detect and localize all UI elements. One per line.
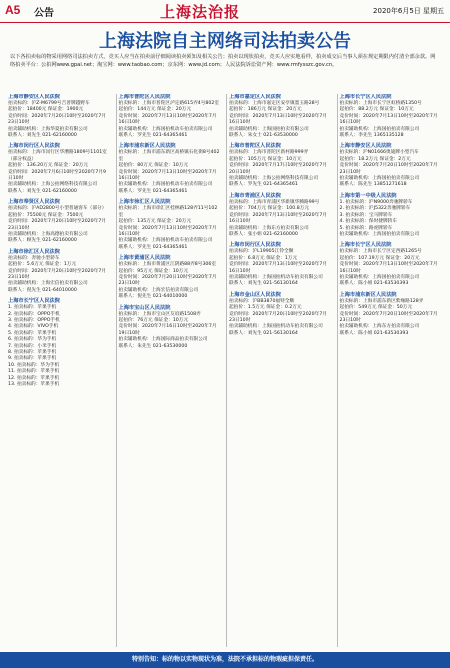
notice-line: 起拍价：88.2万元 保证金：10万元 — [339, 107, 414, 113]
auction-notice — [340, 292, 443, 337]
notice-line: 1. 拍卖标的：苹果手机 — [8, 305, 57, 311]
notice-line: 拍卖标的：沪BB3870福特全顺 — [229, 298, 295, 304]
auction-notice — [229, 292, 332, 337]
notice-line: 拍卖辅助机构：上海国拍拍卖有限公司 — [339, 126, 420, 132]
notice-line: 拍卖标的：奔驰小型轿车 — [8, 255, 60, 261]
footer-notice: 特别告知：标的物以实物现状为准，法院不承担标的物瑕疵担保责任。 — [0, 652, 450, 668]
notice-line: 拍卖辅助机构：上海国际商品拍卖有限公司 — [118, 337, 208, 343]
intro-paragraph: 以下各拍卖标的物采用网络司法拍卖方式，竞买人应当在拍卖前仔细阅读拍卖须知及相关公告；拍卖以现状拍卖，竞买人应实地看样，拍卖成交后当事人须在规定期限内付清全部余款。网络拍卖平台：公拍网www.gpai.net；淘宝网：www.taobao.com；京东网：www.jd.com；人民法院诉讼资产网：www.rmfysszc.gov.cn。 — [10, 54, 436, 68]
notice-line: 竞价时间：2020年7月20日10时至2020年7月23日10时 — [8, 219, 107, 231]
notice-line: 联系人：陈先生 13851271618 — [339, 182, 407, 188]
notice-line: 拍卖标的：沪N01666奥迪牌小型汽车 — [339, 150, 419, 156]
notice-line: 起拍价：5.6万元 保证金：1万元 — [8, 262, 77, 268]
auction-notice — [340, 193, 443, 238]
notice-line: 拍卖标的：沪AD2800号小型普通客车（部分） — [8, 206, 107, 212]
notice-line: 2. 拍卖标的：OPPO手机 — [8, 311, 60, 317]
notice-line: 起拍价：136.20万元 保证金：20万元 — [8, 163, 89, 169]
notice-line: 竞价时间：2020年7月13日10时至2020年7月16日10时 — [118, 113, 217, 126]
notice-line: 联系人：刘先生 021-62160000 — [8, 133, 77, 139]
auction-notice — [8, 298, 111, 388]
notice-line: 拍卖标的：沪L19905江铃全顺 — [229, 249, 294, 255]
notice-line: 联系人：朱先生 021-63530000 — [118, 343, 188, 349]
court-name: 上海市嘉定区人民法院 — [229, 94, 281, 100]
court-name: 上海市徐汇区人民法院 — [118, 199, 171, 206]
notice-line: 竞价时间：2020年7月13日10时至2020年7月16日10时 — [229, 212, 328, 225]
notice-line: 拍卖标的：上海市长宁区定西路1265号 — [339, 249, 422, 255]
notice-line: 起拍价：135万元 保证金：20万元 — [118, 219, 192, 225]
notice-line: 拍卖辅助机构：上海东方拍卖有限公司 — [229, 225, 309, 231]
announcement-column — [337, 94, 445, 647]
court-name: 上海市青浦区人民法院 — [229, 192, 281, 199]
notice-line: 竞价时间：2020年7月13日10时至2020年7月16日10时 — [118, 225, 217, 237]
notice-line: 9. 拍卖标的：苹果手机 — [8, 356, 57, 362]
notice-line: 联系人：倪先生 021-64010000 — [8, 287, 77, 293]
court-name: 上海市第一中级人民法院 — [339, 192, 397, 199]
notice-line: 竞价时间：2020年7月13日10时至2020年7月16日10时 — [118, 169, 217, 182]
court-name: 上海市长宁区人民法院 — [8, 298, 60, 305]
notice-line: 起拍价：144万元 保证金：20万元 — [118, 107, 192, 113]
auction-notice — [8, 249, 111, 294]
court-name: 上海市长宁区人民法院 — [339, 242, 392, 249]
auction-notice — [340, 143, 443, 188]
notice-line: 拍卖辅助机构：上海国拍拍卖有限公司 — [339, 176, 420, 182]
notice-line: 起拍价：80万元 保证金：10万元 — [118, 163, 189, 169]
notice-line: 起拍价：18400元 保证金：1900元 — [8, 107, 84, 113]
court-name: 上海市浦东新区人民法院 — [118, 143, 176, 150]
notice-line: 拍卖标的：上海市长宁区虹桥路1350号 — [339, 101, 422, 106]
notice-line: 拍卖辅助机构：上海国拍拍卖有限公司 — [339, 231, 420, 237]
notice-line: 拍卖辅助机构：上海国拍拍卖有限公司 — [229, 126, 309, 132]
notice-line: 11. 拍卖标的：苹果手机 — [8, 369, 60, 375]
notice-line: 竞价时间：2020年7月17日10时至2020年7月20日10时 — [229, 163, 328, 175]
notice-line: 3. 拍卖标的：宝马牌轿车 — [339, 212, 393, 218]
notice-line: 竞价时间：2020年7月13日10时至2020年7月16日10时 — [339, 113, 438, 126]
notice-line: 拍卖标的：上海市宝山区友谊路1508弄 — [118, 311, 201, 317]
notice-line: 拍卖辅助机构：上海国拍拍卖有限公司 — [339, 274, 420, 280]
notice-line: 起拍价：105万元 保证金：10万元 — [229, 156, 302, 162]
auction-notice — [8, 143, 111, 195]
auction-notice — [119, 305, 222, 350]
notice-line: 起拍价：6.8万元 保证金：1万元 — [229, 255, 298, 261]
notice-line: 2. 拍卖标的：沪J5322奔驰牌轿车 — [339, 206, 411, 212]
notice-line: 拍卖辅助机构：上海国拍机动车拍卖有限公司 — [229, 274, 323, 280]
court-name: 上海市闵行区人民法院 — [229, 242, 281, 249]
court-name: 上海市徐汇区人民法院 — [8, 248, 60, 255]
auction-notice — [340, 242, 443, 287]
notice-line: 5. 拍卖标的：苹果手机 — [8, 330, 57, 336]
notice-line: 13. 拍卖标的：苹果手机 — [8, 382, 60, 388]
notice-line: 10. 拍卖标的：华为手机 — [8, 362, 60, 368]
court-name: 上海市静安区人民法院 — [339, 143, 392, 150]
notice-line: 拍卖标的：沪Z-M6799号吉普牌越野车 — [8, 101, 90, 106]
notice-line: 拍卖辅助机构：上海国拍机动车拍卖有限公司 — [118, 238, 213, 244]
notice-line: 3. 拍卖标的：OPPO手机 — [8, 317, 60, 323]
court-name: 上海市宝山区人民法院 — [118, 304, 171, 311]
notice-line: 竞价时间：2020年7月20日10时至2020年7月23日10时 — [229, 311, 328, 323]
notice-line: 联系人：罗先生 021-64365461 — [229, 182, 298, 188]
court-name: 上海市普陀区人民法院 — [118, 94, 171, 100]
notice-line: 7. 拍卖标的：小米手机 — [8, 343, 57, 349]
auction-notice — [229, 143, 332, 188]
notice-line: 竞价时间：2020年7月13日10时至2020年7月16日10时 — [229, 262, 328, 274]
announcement-column — [116, 94, 224, 647]
notice-line: 12. 拍卖标的：苹果手机 — [8, 375, 60, 381]
court-name: 上海市长宁区人民法院 — [339, 94, 392, 100]
notice-line: 起拍价：18.2万元 保证金：2万元 — [339, 156, 411, 162]
top-bar — [0, 0, 450, 23]
auction-notice — [229, 193, 332, 238]
notice-line: 6. 拍卖标的：华为手机 — [8, 337, 57, 343]
notice-line: 拍卖辅助机构：上海公拍网络科技有限公司 — [8, 182, 98, 188]
page-headline: 上海法院自主网络司法拍卖公告 — [99, 31, 351, 52]
notice-line: 竞价时间：2020年7月16日10时至2020年7月19日10时 — [118, 324, 217, 336]
notice-line: 起拍价：549万元 保证金：50万元 — [339, 305, 413, 311]
notice-line: 拍卖标的：上海市青浦区华新镇华腾路99号 — [229, 199, 320, 205]
notice-line: 1. 拍卖标的：沪N9000奔驰牌轿车 — [339, 199, 413, 205]
notice-line: 拍卖标的：上海市普陀区泸定路615弄4号802室 — [118, 101, 220, 106]
notice-line: 竞价时间：2020年7月6日10时至2020年7月9日10时 — [8, 169, 107, 182]
notice-line: 竞价时间：2020年7月20日10时至2020年7月23日10时 — [339, 311, 438, 323]
notice-line: 起拍价：76万元 保证金：10万元 — [118, 317, 189, 323]
court-name: 上海市黄浦区人民法院 — [118, 255, 171, 262]
notice-line: 联系人：朱女士 021-63530000 — [229, 133, 298, 139]
notice-line: 联系人：罗先生 021-64365461 — [118, 244, 188, 250]
auction-notice — [8, 199, 111, 244]
notice-line: 竞价时间：2020年7月20日10时至2020年7月23日10时 — [8, 113, 107, 126]
notice-line: 拍卖辅助机构：上海华夏拍卖有限公司 — [8, 126, 88, 132]
masthead: 上海法治报 — [160, 3, 241, 21]
notice-line: 拍卖标的：上海市浦东新区紫缘路128弄 — [339, 298, 424, 304]
notice-line: 联系人：倪先生 021-64010000 — [118, 294, 188, 300]
notice-line: 拍卖标的：上海市徐汇区桂林路128弄11号102室 — [118, 206, 218, 218]
notice-line: 拍卖标的：上海市普陀区新村路999弄 — [229, 150, 309, 156]
notice-line: 拍卖标的：上海市浦东新区高桥镇石化街8号402室 — [118, 150, 220, 162]
court-name: 上海市静安区人民法院 — [8, 94, 60, 100]
page-number: A5 — [5, 3, 21, 17]
court-name: 上海市普陀区人民法院 — [229, 143, 281, 150]
notice-line: 联系人：陈小姐 021-63530393 — [339, 330, 409, 336]
auction-notice — [119, 255, 222, 300]
court-name: 上海市金山区人民法院 — [229, 291, 281, 298]
notice-line: 拍卖辅助机构：上海国拍机动车拍卖有限公司 — [118, 126, 213, 132]
auction-notice — [119, 199, 222, 251]
notice-line: 竞价时间：2020年7月13日10时至2020年7月16日10时 — [339, 262, 438, 274]
notice-line: 拍卖辅助机构：上海东方拍卖有限公司 — [339, 324, 420, 330]
notice-line: 4. 拍卖标的：保时捷牌轿车 — [339, 219, 398, 225]
notice-line: 起拍价：1.5万元 保证金：0.2万元 — [229, 305, 302, 311]
announcement-columns — [6, 94, 444, 647]
notice-line: 拍卖辅助机构：上海宏信拍卖有限公司 — [8, 281, 88, 287]
notice-line: 竞价时间：2020年7月20日10时至2020年7月23日10时 — [8, 268, 107, 280]
notice-line: 竞价时间：2020年7月20日10时至2020年7月23日10时 — [118, 274, 217, 287]
notice-line: 起拍价：107.19万元 保证金：20万元 — [339, 255, 420, 261]
notice-line: 起拍价：95万元 保证金：10万元 — [118, 268, 189, 274]
notice-line: 起拍价：75500元 保证金：7500元 — [8, 212, 84, 218]
auction-notice — [119, 143, 222, 195]
court-name: 上海市闵行区人民法院 — [8, 143, 60, 150]
notice-line: 拍卖辅助机构：上海国拍机动车拍卖有限公司 — [118, 182, 213, 188]
court-name: 上海市奉贤区人民法院 — [8, 199, 60, 206]
announcement-column — [226, 94, 334, 647]
announcement-column — [6, 94, 113, 647]
auction-notice — [340, 94, 443, 139]
notice-line: 拍卖标的：上海市嘉定区安亭镇墨玉路28号 — [229, 101, 320, 106]
notice-line: 8. 拍卖标的：苹果手机 — [8, 350, 57, 355]
notice-line: 联系人：刘先生 021-62160000 — [8, 188, 77, 194]
notice-line: 拍卖辅助机构：上海国拍机动车拍卖有限公司 — [229, 324, 323, 330]
notice-line: 拍卖辅助机构：上海高德拍卖有限公司 — [8, 231, 88, 237]
notice-line: 拍卖辅助机构：上海公拍网络科技有限公司 — [229, 176, 319, 182]
auction-notice — [8, 94, 111, 139]
notice-line: 联系人：顾先生 021-62160000 — [8, 238, 77, 244]
court-name: 上海市浦东新区人民法院 — [339, 291, 397, 298]
notice-line: 拍卖辅助机构：上海宏信拍卖有限公司 — [118, 287, 199, 293]
auction-notice — [119, 94, 222, 139]
notice-line: 竞价时间：2020年7月13日10时至2020年7月16日10时 — [229, 113, 328, 126]
issue-date: 2020年6月5日 星期五 — [373, 7, 444, 15]
notice-line: 4. 拍卖标的：VIVO手机 — [8, 324, 59, 330]
notice-line: 拍卖标的：上海市黄浦区江阴路88弄8号306室 — [118, 262, 217, 268]
auction-notice — [229, 94, 332, 139]
notice-line: 5. 拍卖标的：路虎牌轿车 — [339, 225, 393, 231]
notice-line: 联系人：张小姐 021-62160000 — [229, 231, 298, 237]
notice-line: 拍卖标的：上海市闵行区华漕路1809号1101室（部分权益） — [8, 150, 107, 162]
notice-line: 联系人：刘先生 021-56130164 — [229, 281, 298, 287]
notice-line: 联系人：李先生 1365135128 — [339, 133, 404, 139]
notice-line: 联系人：罗先生 021-64365461 — [118, 133, 188, 139]
notice-line: 起拍价：704万元 保证金：100.8万元 — [229, 206, 310, 212]
auction-notice — [229, 242, 332, 287]
notice-line: 联系人：陈小姐 021-63530393 — [339, 281, 409, 287]
notice-line: 联系人：罗先生 021-64365461 — [118, 188, 188, 194]
notice-line: 起拍价：186万元 保证金：20万元 — [229, 107, 302, 113]
section-label: 公告 — [34, 8, 54, 19]
notice-line: 竞价时间：2020年7月20日10时至2020年7月23日10时 — [339, 163, 438, 175]
notice-line: 联系人：刘先生 021-56130164 — [229, 330, 298, 336]
